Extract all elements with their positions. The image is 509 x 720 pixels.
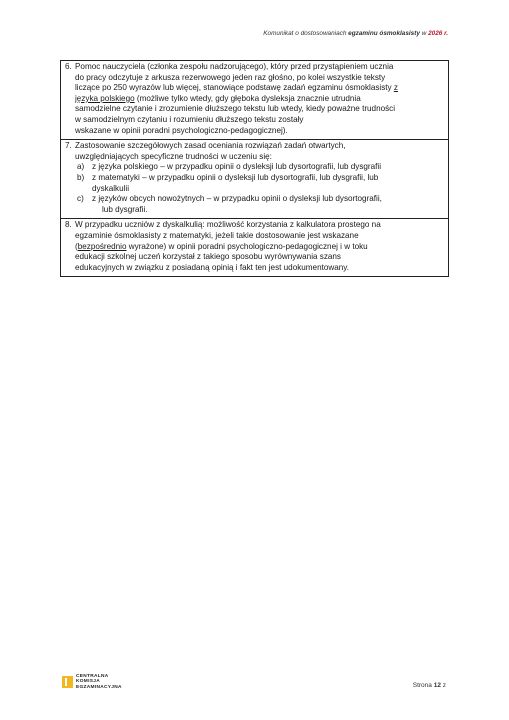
underlined-text: języka polskiego: [75, 93, 135, 103]
text-line: z języka polskiego – w przypadku opinii o dysleksji lub dysortografii, lub dysgrafii: [92, 162, 382, 172]
text-line: z matematyki – w przypadku opinii o dysleksji lub dysortografii, lub dysgrafii, lub: [92, 172, 379, 182]
adjustments-table: [60, 60, 449, 277]
page-number-value: 12: [433, 682, 441, 689]
text-line: egzaminie ósmoklasisty z matematyki, jeżeli takie dostosowanie jest wskazane: [75, 230, 359, 240]
item-text: [75, 62, 445, 136]
page-header: [263, 30, 448, 37]
table-row-8: [61, 218, 448, 276]
text-line: edukacyjnych w związku z posiadaną opinią i fakt ten jest udokumentowany.: [75, 262, 349, 272]
text-line: [75, 94, 445, 105]
text-line: W przypadku uczniów z dyskalkulią: możliwość korzystania z kalkulatora prostego na: [75, 220, 381, 230]
header-prefix: Komunikat o dostosowaniach: [263, 30, 349, 37]
text-line: Zastosowanie szczegółowych zasad oceniania rozwiązań zadań otwartych,: [75, 141, 346, 151]
underlined-text: bezpośrednio: [77, 241, 127, 251]
text-span: (możliwe tylko wtedy, gdy głęboka dysleksja znacznie utrudnia: [134, 93, 361, 103]
sub-item-a: [77, 162, 445, 173]
text-line: lub dysgrafii.: [102, 204, 148, 214]
text-line: z języków obcych nowożytnych – w przypadku opinii o dysleksji lub dysortografii,: [92, 194, 382, 204]
text-line: wskazane w opinii poradni psychologiczno-pedagogicznej).: [75, 125, 288, 135]
text-line: edukacji szkolnej uczeń korzystał z takiego sposobu wyrównywania szans: [75, 252, 341, 262]
page-suffix: z: [440, 682, 446, 689]
text-line: do pracy odczytuje z arkusza rezerwowego jeden raz głośno, po kolei wszystkie teksty: [75, 72, 386, 82]
text-line: uwzględniających specyficzne trudności w uczeniu się:: [75, 151, 272, 161]
text-line: dyskalkulii: [92, 183, 130, 193]
item-text: [75, 141, 445, 215]
cke-logo-text: [76, 674, 122, 690]
item-number: 7.: [65, 141, 72, 151]
logo-line: EGZAMINACYJNA: [76, 684, 122, 690]
text-line: [75, 242, 445, 253]
item-text: [75, 220, 445, 273]
sub-item-c: [77, 194, 445, 215]
header-year: 2026 r.: [428, 30, 448, 37]
text-line: Pomoc nauczyciela (członka zespołu nadzorującego), który przed przystąpieniem ucznia: [75, 62, 394, 71]
cke-logo-icon: [62, 676, 73, 688]
sub-letter: b): [77, 172, 85, 182]
table-row-7: [61, 139, 448, 218]
item-number: 6.: [65, 62, 72, 71]
text-span: liczące po 250 wyrazów lub więcej, stanowiące podstawę zadań egzaminu ósmoklasisty: [75, 83, 394, 93]
sub-letter: a): [77, 162, 85, 172]
logo-line: KOMISJA: [76, 679, 100, 685]
page-number: [413, 682, 446, 689]
text-span: (: [75, 241, 78, 251]
text-span: wyrażone) w opinii poradni psychologiczno-pedagogicznej i w toku: [126, 241, 368, 251]
header-middle: w: [419, 30, 429, 37]
cke-logo: [62, 674, 122, 690]
sub-letter: c): [77, 194, 84, 204]
page-label: Strona: [412, 682, 434, 689]
text-line: w samodzielnym czytaniu i rozumieniu dłuższego tekstu zostały: [75, 114, 304, 124]
logo-line: CENTRALNA: [76, 674, 109, 679]
table-row-6: [61, 61, 448, 139]
text-line: samodzielne czytanie i zrozumienie dłuższego tekstu lub wtedy, kiedy poważne trudności: [75, 104, 396, 114]
header-bold: egzaminu ósmoklasisty: [348, 30, 420, 37]
item-number: 8.: [65, 220, 72, 230]
text-line: [75, 83, 445, 94]
sub-item-b: [77, 173, 445, 194]
underlined-text: z: [393, 83, 398, 93]
